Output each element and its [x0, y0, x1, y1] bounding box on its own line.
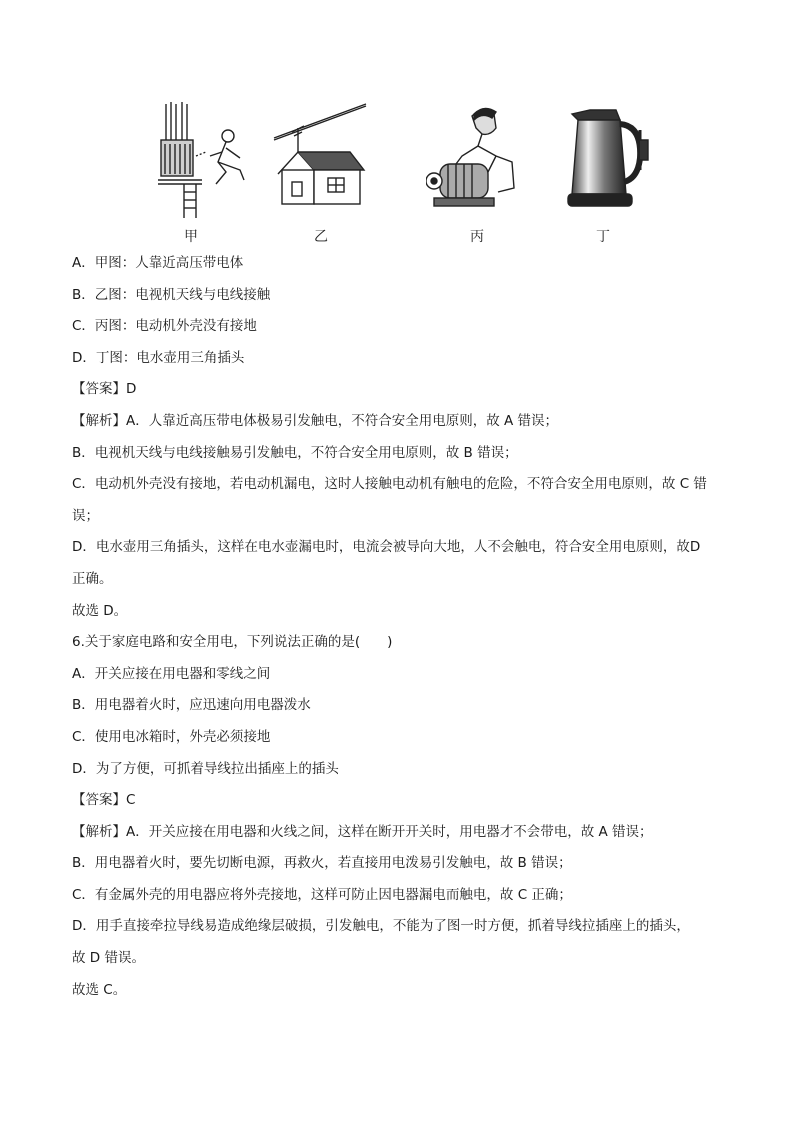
q6-answer: 【答案】C: [72, 792, 136, 809]
q6-option-a: A．开关应接在用电器和零线之间: [72, 665, 271, 682]
figure-label-ding: 丁: [596, 229, 610, 245]
figure-label-bing: 丙: [470, 229, 484, 245]
q5-option-d: D．丁图：电水壶用三角插头: [72, 349, 245, 366]
q5-analysis-line: D．电水壶用三角插头，这样在电水壶漏电时，电流会被导向大地，人不会触电，符合安全用电原则，故D: [72, 539, 701, 556]
q6-analysis-line: 故 D 错误。: [72, 950, 145, 967]
q5-analysis-line: B．电视机天线与电线接触易引发触电，不符合安全用电原则，故 B 错误；: [72, 444, 518, 461]
q5-option-c: C．丙图：电动机外壳没有接地: [72, 318, 257, 335]
q5-analysis-line: 误；: [72, 507, 99, 524]
q6-option-c: C．使用电冰箱时，外壳必须接地: [72, 728, 271, 745]
figure-label-jia: 甲: [184, 229, 198, 245]
q6-analysis-line: C．有金属外壳的用电器应将外壳接地，这样可防止因电器漏电而触电，故 C 正确；: [72, 886, 572, 903]
q6-analysis-line: B．用电器着火时，要先切断电源，再救火，若直接用电泼易引发触电，故 B 错误；: [72, 855, 572, 872]
figure-yi-antenna-wire: [268, 100, 368, 220]
figure-ding-kettle: [560, 100, 650, 220]
figure-row: [150, 100, 650, 245]
document-body: [72, 248, 732, 1006]
q6-analysis-line: D．用手直接牵拉导线易造成绝缘层破损，引发触电，不能为了图一时方便，抓着导线拉插座上的插头，: [72, 918, 690, 935]
q6-option-d: D．为了方便，可抓着导线拉出插座上的插头: [72, 760, 339, 777]
q6-option-b: B．用电器着火时，应迅速向用电器泼水: [72, 697, 311, 714]
figure-label-yi: 乙: [314, 229, 328, 245]
q5-option-a: A．甲图：人靠近高压带电体: [72, 255, 244, 271]
q5-analysis-line: 【解析】A．人靠近高压带电体极易引发触电，不符合安全用电原则，故 A 错误；: [72, 412, 559, 429]
q5-option-b: B．乙图：电视机天线与电线接触: [72, 286, 271, 303]
q6-analysis-line: 故选 C。: [72, 981, 127, 998]
q5-analysis-line: C．电动机外壳没有接地，若电动机漏电，这时人接触电动机有触电的危险，不符合安全用电原则，故 C 错: [72, 476, 707, 493]
q5-analysis-line: 正确。: [72, 570, 113, 587]
figure-jia-high-voltage: [156, 100, 256, 220]
q5-answer: 【答案】D: [72, 381, 137, 398]
q6-question: 6.关于家庭电路和安全用电，下列说法正确的是( ): [72, 634, 393, 651]
q6-analysis-line: 【解析】A．开关应接在用电器和火线之间，这样在断开开关时，用电器才不会带电，故 A 错误；: [72, 823, 653, 840]
figure-bing-motor: [426, 102, 526, 222]
q5-analysis-line: 故选 D。: [72, 602, 128, 619]
